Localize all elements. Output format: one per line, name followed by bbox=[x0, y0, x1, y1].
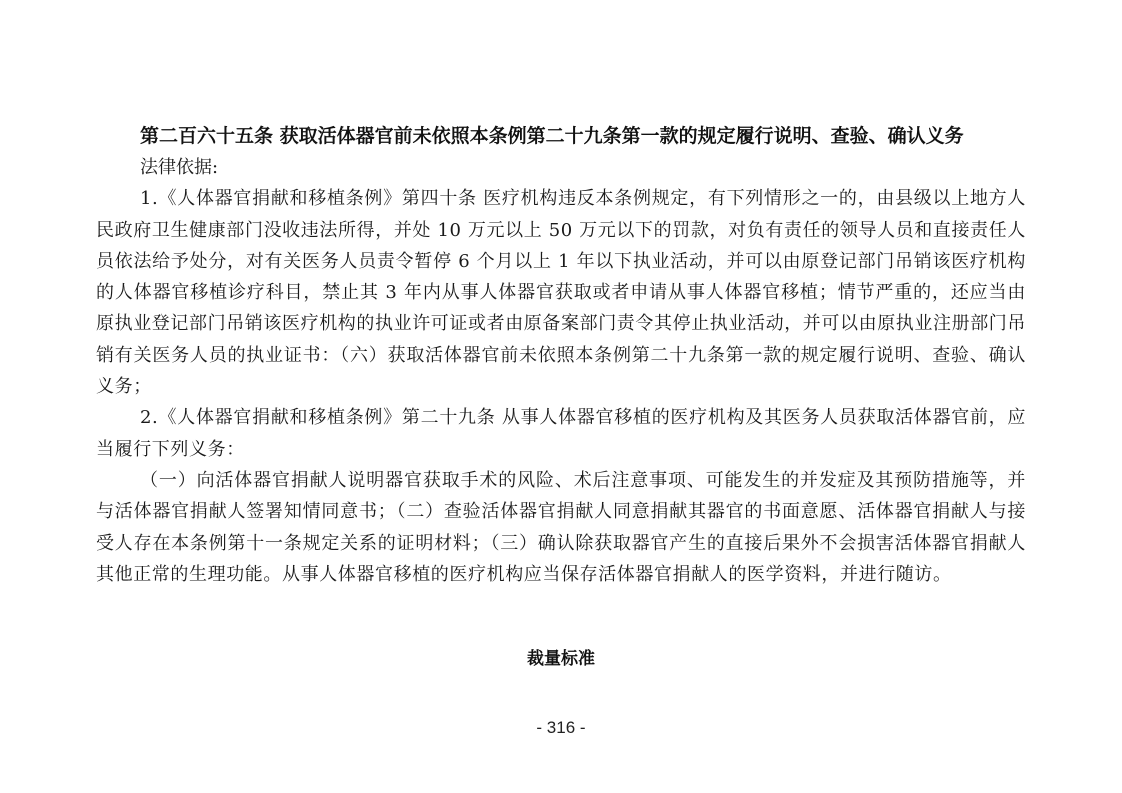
legal-basis-paragraph-2: 2.《人体器官捐献和移植条例》第二十九条 从事人体器官移植的医疗机构及其医务人员获取活体器官前，应当履行下列义务： bbox=[96, 407, 1026, 460]
article-heading: 第二百六十五条 获取活体器官前未依照本条例第二十九条第一款的规定履行说明、查验、确认义务 bbox=[140, 125, 964, 147]
legal-basis-paragraph-1: 1.《人体器官捐献和移植条例》第四十条 医疗机构违反本条例规定，有下列情形之一的，由县级以上地方人民政府卫生健康部门没收违法所得，并处 10 万元以上 50 万元以下的罚款，对负有责任的领导人员和直接责任人员依法给予处分，对有关医务人员责令暂停 6 个月以上 1 年以下执业活动，并可以由原登记部门吊销该医疗机构的人体器官移植诊疗科目，禁止其 3 年内从事人体器官获取或者申请从事人体器官移植；情节严重的，还应当由原执业登记部门吊销该医疗机构的执业许可证或者由原备案部门责令其停止执业活动，并可以由原执业注册部门吊销有关医务人员的执业证书：（六）获取活体器官前未依照本条例第二十九条第一款的规定履行说明、查验、确认义务； bbox=[96, 188, 1026, 398]
page-number: - 316 - bbox=[536, 718, 586, 737]
document-body bbox=[96, 121, 1026, 590]
section-title: 裁量标准 bbox=[527, 649, 595, 669]
legal-basis-label: 法律依据: bbox=[140, 157, 219, 178]
obligations-paragraph: （一）向活体器官捐献人说明器官获取手术的风险、术后注意事项、可能发生的并发症及其预防措施等，并与活体器官捐献人签署知情同意书；（二）查验活体器官捐献人同意捐献其器官的书面意愿、活体器官捐献人与接受人存在本条例第十一条规定关系的证明材料；（三）确认除获取器官产生的直接后果外不会损害活体器官捐献人其他正常的生理功能。从事人体器官移植的医疗机构应当保存活体器官捐献人的医学资料，并进行随访。 bbox=[96, 469, 1026, 585]
